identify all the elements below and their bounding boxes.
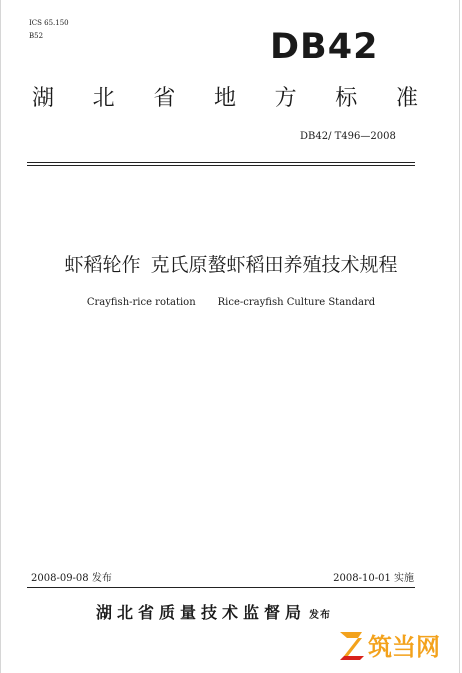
province-title-char: 方: [274, 86, 297, 111]
watermark-logo: [338, 629, 450, 661]
publisher-suffix: 发布: [309, 610, 332, 621]
publisher: [96, 603, 331, 626]
divider-top: [27, 162, 415, 163]
standard-code: DB42: [270, 27, 379, 67]
province-title-char: 标: [335, 86, 358, 111]
english-title-part-1: Crayfish-rice rotation: [86, 297, 196, 308]
issue-date: 2008-09-08 发布: [31, 573, 112, 584]
classification-code: B52: [29, 32, 44, 40]
province-title-char: 北: [92, 86, 115, 111]
province-title-char: 湖: [32, 86, 55, 111]
standard-number: DB42/ T496—2008: [300, 131, 396, 142]
english-title: [0, 297, 462, 309]
province-title-char: 省: [153, 86, 176, 111]
title-part-2: 克氏原螯虾稻田养殖技术规程: [150, 254, 398, 276]
english-title-part-2: Rice-crayfish Culture Standard: [217, 297, 376, 308]
watermark-text: 筑当网: [368, 633, 440, 661]
province-standard-title: [32, 86, 418, 112]
scan-edge-right: [459, 0, 460, 673]
ics-code: ICS 65.150: [29, 19, 69, 27]
publisher-name: 湖北省质量技术监督局: [96, 603, 307, 622]
province-title-char: 准: [395, 86, 418, 111]
divider-top-double: [27, 165, 415, 166]
province-title-char: 地: [213, 86, 236, 111]
watermark-mark-icon: [340, 632, 364, 660]
effective-date: 2008-10-01 实施: [333, 573, 414, 584]
scan-edge-left: [0, 0, 1, 673]
divider-bottom: [27, 587, 415, 588]
title-part-1: 虾稻轮作: [64, 254, 141, 276]
document-title: [0, 253, 462, 277]
